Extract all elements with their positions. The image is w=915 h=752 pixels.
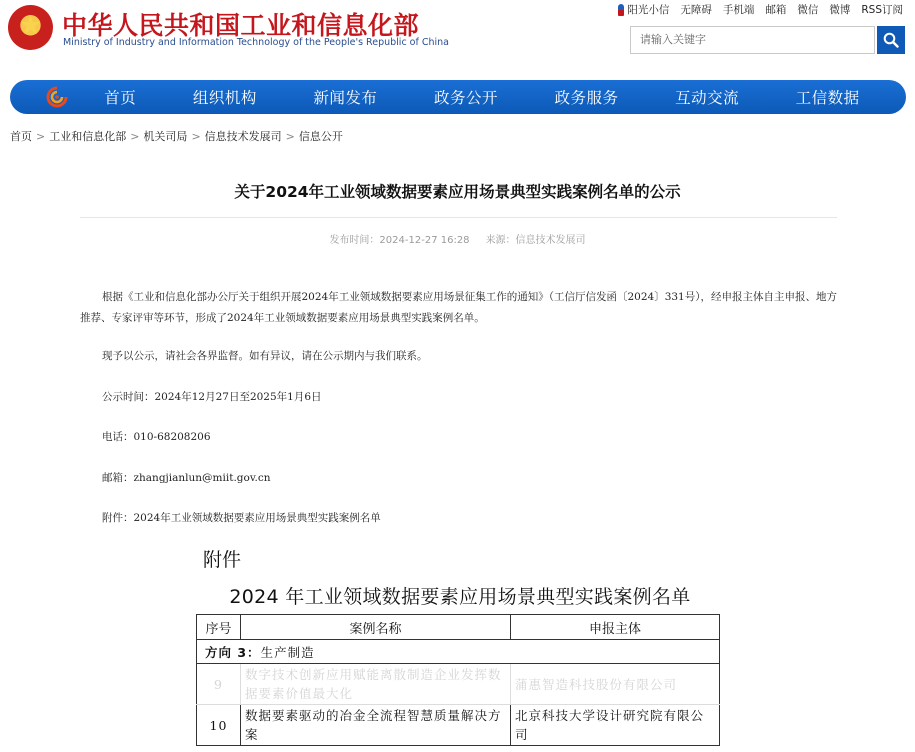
breadcrumb-info-disclosure[interactable]: 信息公开: [298, 130, 343, 143]
row-number: 9: [197, 664, 241, 705]
nav-item-home[interactable]: 首页: [104, 89, 137, 107]
attachment-heading: 附件: [203, 549, 242, 571]
site-title[interactable]: 中华人民共和国工业和信息化部: [62, 11, 420, 40]
article-paragraph-phone: 电话：010-68208206: [102, 431, 211, 443]
direction-label: 方向 3：: [205, 644, 261, 660]
nav-item-government-services[interactable]: 政务服务: [554, 89, 619, 107]
site-subtitle: Ministry of Industry and Information Technology of the People's Republic of China: [63, 37, 449, 48]
title-divider: [80, 217, 837, 218]
article-paragraph-period: 公示时间：2024年12月27日至2025年1月6日: [102, 391, 322, 403]
article-paragraph-email: 邮箱：zhangjianlun@miit.gov.cn: [102, 472, 271, 484]
row-applicant: 蒲惠智造科技股份有限公司: [511, 664, 720, 705]
row-case-name: 数据要素驱动的冶金全流程智慧质量解决方案: [241, 705, 511, 746]
search-icon: [883, 32, 899, 48]
article-paragraph-intro: 根据《工业和信息化部办公厅关于组织开展2024年工业领域数据要素应用场景征集工作的通知》（工信厅信发函〔2024〕331号），经申报主体自主申报、地方推荐、专家评审等环节，形成了2024年工业领域数据要素应用场景典型实践案例名单。: [80, 291, 837, 324]
column-header-number: 序号: [197, 615, 241, 640]
util-link-mobile[interactable]: 手机端: [722, 4, 755, 16]
nav-item-organization[interactable]: 组织机构: [192, 89, 257, 107]
breadcrumb-it-development[interactable]: 信息技术发展司: [204, 130, 282, 143]
national-emblem: [8, 5, 53, 50]
row-case-name: 数字技术创新应用赋能离散制造企业发挥数据要素价值最大化: [241, 664, 511, 705]
article-title: 关于2024年工业领域数据要素应用场景典型实践案例名单的公示: [234, 183, 681, 201]
case-list-table: [196, 614, 720, 746]
row-applicant: 北京科技大学设计研究院有限公司: [511, 705, 720, 746]
utility-links: [618, 2, 903, 17]
util-link-sunshine[interactable]: 阳光小信: [618, 2, 669, 17]
article-paragraph-notice: 现予以公示，请社会各界监督。如有异议，请在公示期内与我们联系。: [102, 350, 428, 362]
nav-item-government-affairs[interactable]: 政务公开: [433, 89, 498, 107]
breadcrumb-departments[interactable]: 机关司局: [143, 130, 188, 143]
util-link-weibo[interactable]: 微博: [829, 4, 851, 16]
column-header-applicant: 申报主体: [511, 615, 720, 640]
nav-item-news[interactable]: 新闻发布: [313, 89, 378, 107]
table-row: [197, 705, 720, 746]
row-number: 10: [197, 705, 241, 746]
nav-item-data[interactable]: 工信数据: [795, 89, 860, 107]
table-header-row: [197, 615, 720, 640]
table-row: [197, 664, 720, 705]
search-button[interactable]: [877, 26, 905, 54]
util-link-rss[interactable]: RSS订阅: [861, 4, 903, 16]
util-link-accessibility[interactable]: 无障碍: [680, 4, 712, 16]
breadcrumb: 首页 > 工业和信息化部 > 机关司局 > 信息技术发展司 > 信息公开: [10, 130, 343, 143]
nav-logo-icon[interactable]: [38, 80, 76, 114]
article-source: 来源：信息技术发展司: [485, 235, 586, 246]
sunshine-icon: [618, 4, 624, 16]
emblem-star-icon: [20, 14, 41, 38]
article-paragraph-attachment[interactable]: 附件：2024年工业领域数据要素应用场景典型实践案例名单: [102, 512, 381, 524]
publish-time: 发布时间：2024-12-27 16:28: [329, 235, 470, 246]
main-nav: [10, 80, 906, 114]
breadcrumb-home[interactable]: 首页: [10, 130, 32, 143]
direction-name: 生产制造: [260, 644, 315, 660]
column-header-case-name: 案例名称: [241, 615, 511, 640]
article-meta: [0, 231, 915, 246]
util-link-wechat[interactable]: 微信: [797, 4, 819, 16]
breadcrumb-ministry[interactable]: 工业和信息化部: [49, 130, 127, 143]
direction-row: [197, 640, 720, 664]
attachment-list-title: 2024 年工业领域数据要素应用场景典型实践案例名单: [229, 586, 691, 608]
util-link-mailbox[interactable]: 邮箱: [765, 4, 787, 16]
search-input[interactable]: 请输入关键字: [630, 26, 875, 54]
nav-item-interaction[interactable]: 互动交流: [675, 89, 740, 107]
